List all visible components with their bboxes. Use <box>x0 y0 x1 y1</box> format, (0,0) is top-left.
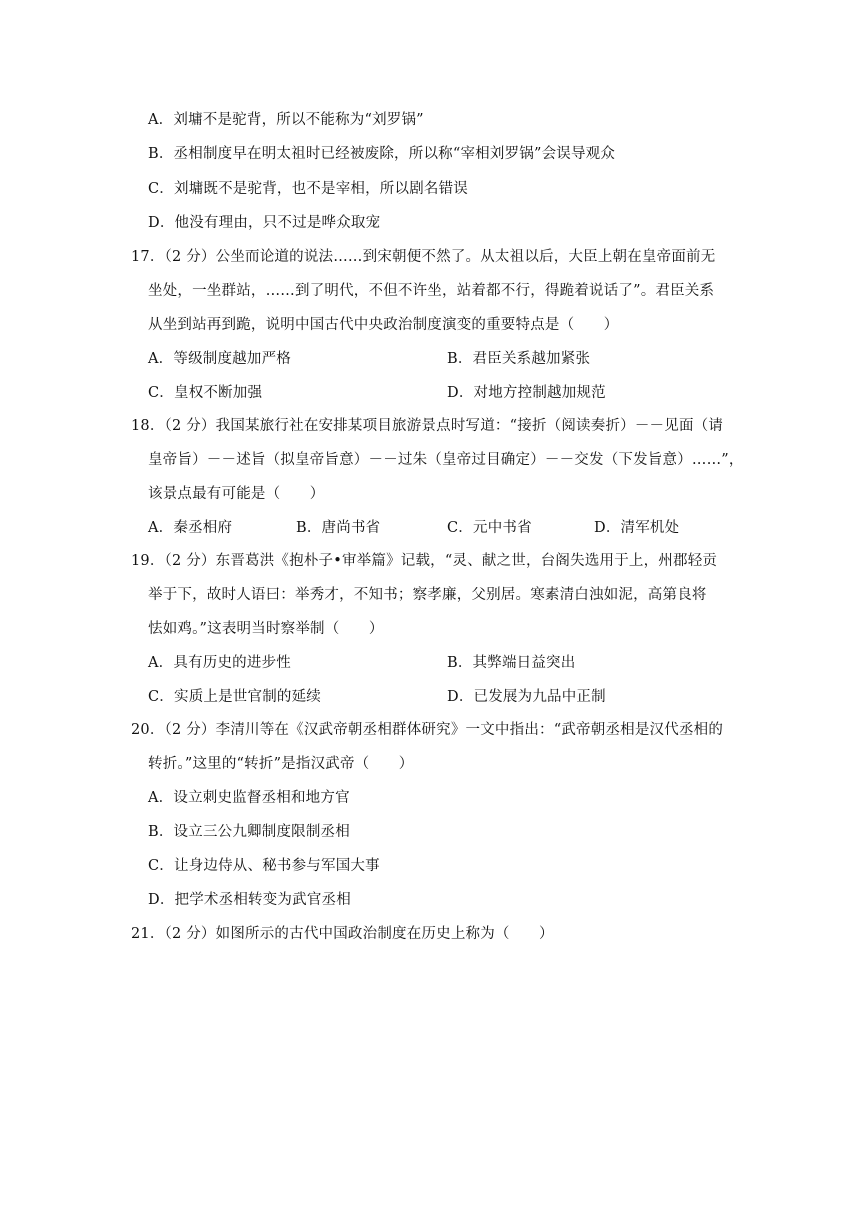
q19-option-a: A．具有历史的进步性 <box>148 655 291 671</box>
q17-stem-line-2: 坐处，一坐群站，……到了明代，不但不许坐，站着都不行，得跪着说话了”。君臣关系 <box>148 283 715 299</box>
q17-stem-line-1: 17．（2 分）公坐而论道的说法……到宋朝便不然了。从太祖以后，大臣上朝在皇帝面前无 <box>131 249 716 265</box>
q19-option-c: C．实质上是世官制的延续 <box>148 689 321 705</box>
q16-option-a: A．刘墉不是驼背，所以不能称为“刘罗锅” <box>148 112 424 128</box>
q16-option-c: C．刘墉既不是驼背，也不是宰相，所以剧名错误 <box>148 181 468 197</box>
q20-option-c: C．让身边侍从、秘书参与军国大事 <box>148 858 380 874</box>
q17-option-d: D．对地方控制越加规范 <box>447 385 606 401</box>
q18-option-a: A．秦丞相府 <box>148 520 233 536</box>
q19-option-d: D．已发展为九品中正制 <box>447 689 606 705</box>
q16-option-d: D．他没有理由，只不过是哗众取宠 <box>148 215 381 231</box>
q20-stem-line-1: 20．（2 分）李清川等在《汉武帝朝丞相群体研究》一文中指出：“武帝朝丞相是汉代丞相的 <box>131 722 724 738</box>
q19-stem-line-2: 举于下，故时人语曰：举秀才，不知书；察孝廉，父别居。寒素清白浊如泥，高第良将 <box>148 587 707 603</box>
q17-stem-line-3: 从坐到站再到跪，说明中国古代中央政治制度演变的重要特点是（ ） <box>148 317 619 333</box>
q19-option-b: B．其弊端日益突出 <box>447 655 576 671</box>
q17-option-b: B．君臣关系越加紧张 <box>447 351 591 367</box>
q19-stem-line-1: 19．（2 分）东晋葛洪《抱朴子•审举篇》记载，“灵、献之世，台阁失选用于上，州郡轻贡 <box>131 553 718 569</box>
q18-option-c: C．元中书省 <box>447 520 532 536</box>
q18-stem-line-2: 皇帝旨）－－述旨（拟皇帝旨意）－－过朱（皇帝过目确定）－－交发（下发旨意）……”， <box>148 452 744 468</box>
q18-stem-line-1: 18．（2 分）我国某旅行社在安排某项目旅游景点时写道：“接折（阅读奏折）－－见面（请 <box>131 418 724 434</box>
q17-option-a: A．等级制度越加严格 <box>148 351 291 367</box>
q18-option-b: B．唐尚书省 <box>296 520 381 536</box>
q20-option-b: B．设立三公九卿制度限制丞相 <box>148 824 350 840</box>
q20-stem-line-2: 转折。”这里的“转折”是指汉武帝（ ） <box>148 756 414 772</box>
q20-option-a: A．设立刺史监督丞相和地方官 <box>148 790 350 806</box>
q17-option-c: C．皇权不断加强 <box>148 385 263 401</box>
q19-stem-line-3: 怯如鸡。”这表明当时察举制（ ） <box>148 621 384 637</box>
q18-option-d: D．清军机处 <box>594 520 680 536</box>
q18-stem-line-3: 该景点最有可能是（ ） <box>148 486 325 502</box>
q16-option-b: B．丞相制度早在明太祖时已经被废除，所以称“宰相刘罗锅”会误导观众 <box>148 146 616 162</box>
q21-stem-line-1: 21．（2 分）如图所示的古代中国政治制度在历史上称为（ ） <box>131 926 554 942</box>
q20-option-d: D．把学术丞相转变为武官丞相 <box>148 892 351 908</box>
